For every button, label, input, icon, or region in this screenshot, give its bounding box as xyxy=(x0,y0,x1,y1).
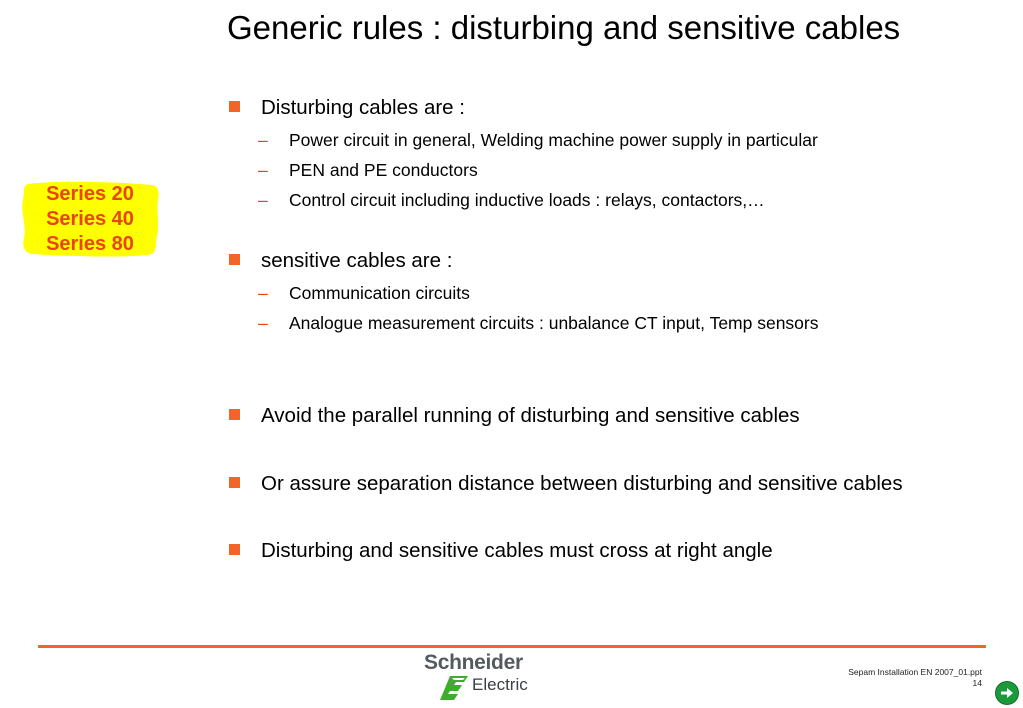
bullet-item xyxy=(227,93,947,122)
schneider-electric-logo xyxy=(420,651,540,703)
dash-icon: – xyxy=(258,160,268,180)
square-bullet-icon xyxy=(229,409,240,420)
sub-item-text: Analogue measurement circuits : unbalance CT input, Temp sensors xyxy=(289,313,819,333)
page-number: 14 xyxy=(972,678,982,688)
bullet-list xyxy=(227,93,947,565)
footer-divider xyxy=(38,645,986,648)
sub-item xyxy=(227,185,947,215)
next-slide-button[interactable] xyxy=(995,681,1019,705)
dash-icon: – xyxy=(258,130,268,150)
sub-item-text: Control circuit including inductive loads : relays, contactors,… xyxy=(289,190,765,210)
series-label: Series 20 xyxy=(46,183,134,205)
square-bullet-icon xyxy=(229,101,240,112)
bullet-item xyxy=(227,536,947,565)
bullet-text: Disturbing and sensitive cables must cross at right angle xyxy=(261,539,773,562)
bullet-text: Or assure separation distance between disturbing and sensitive cables xyxy=(261,472,903,495)
sub-item-text: Power circuit in general, Welding machine power supply in particular xyxy=(289,130,818,150)
footer-file-name: Sepam Installation EN 2007_01.ppt xyxy=(848,667,982,677)
bullet-item xyxy=(227,469,941,498)
bullet-item xyxy=(227,246,947,275)
bullet-text: Disturbing cables are : xyxy=(261,96,465,119)
dash-icon: – xyxy=(258,283,268,303)
logo-word-electric: Electric xyxy=(472,675,528,694)
sub-item xyxy=(227,308,947,338)
dash-icon: – xyxy=(258,313,268,333)
square-bullet-icon xyxy=(229,254,240,265)
bullet-text: sensitive cables are : xyxy=(261,249,453,272)
next-arrow-icon xyxy=(998,684,1016,702)
series-label: Series 80 xyxy=(46,233,134,255)
sub-item xyxy=(227,125,947,155)
logo-word-schneider: Schneider xyxy=(424,651,523,674)
bullet-text: Avoid the parallel running of disturbing and sensitive cables xyxy=(261,404,800,427)
schneider-electric-logo-icon xyxy=(440,673,470,701)
sub-item xyxy=(227,278,947,308)
sub-item xyxy=(227,155,947,185)
sub-item-text: PEN and PE conductors xyxy=(289,160,478,180)
square-bullet-icon xyxy=(229,544,240,555)
dash-icon: – xyxy=(258,190,268,210)
series-highlight-box xyxy=(20,180,160,257)
series-labels xyxy=(34,182,146,257)
slide-title: Generic rules : disturbing and sensitive cables xyxy=(227,9,901,46)
square-bullet-icon xyxy=(229,477,240,488)
sub-item-text: Communication circuits xyxy=(289,283,470,303)
bullet-item xyxy=(227,401,947,430)
series-label: Series 40 xyxy=(46,208,134,230)
